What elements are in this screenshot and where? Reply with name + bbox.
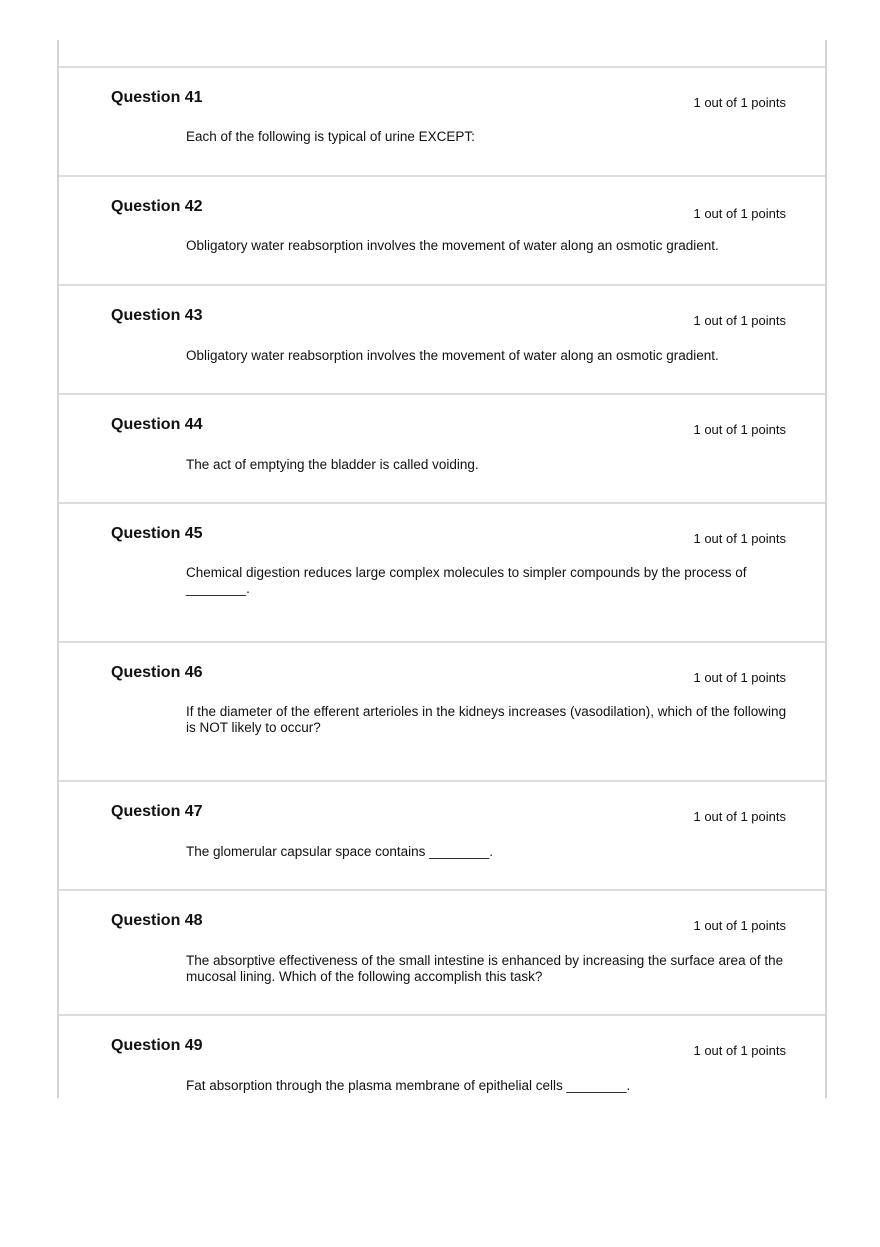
quiz-results-frame bbox=[57, 40, 827, 1098]
question-points: 1 out of 1 points bbox=[693, 206, 786, 221]
question-text: The act of emptying the bladder is called voiding. bbox=[186, 457, 479, 472]
question-block-46 bbox=[59, 641, 825, 781]
question-title: Question 47 bbox=[111, 803, 203, 820]
question-title: Question 41 bbox=[111, 89, 203, 106]
question-text: The glomerular capsular space contains ________. bbox=[186, 844, 493, 859]
question-block-43 bbox=[59, 284, 825, 394]
question-title: Question 45 bbox=[111, 525, 203, 542]
question-points: 1 out of 1 points bbox=[693, 809, 786, 824]
question-title: Question 49 bbox=[111, 1037, 203, 1054]
question-block-45 bbox=[59, 502, 825, 642]
question-text: Chemical digestion reduces large complex molecules to simpler compounds by the process of ________. bbox=[186, 565, 747, 596]
question-block-42 bbox=[59, 175, 825, 285]
question-block-41 bbox=[59, 66, 825, 176]
question-block-44 bbox=[59, 393, 825, 503]
question-block-49 bbox=[59, 1014, 825, 1098]
question-title: Question 44 bbox=[111, 416, 203, 433]
question-block-48 bbox=[59, 889, 825, 1015]
question-title: Question 48 bbox=[111, 912, 203, 929]
question-text: The absorptive effectiveness of the small intestine is enhanced by increasing the surface area of the mucosal lining. Which of the following accomplish this task? bbox=[186, 953, 784, 984]
question-points: 1 out of 1 points bbox=[693, 670, 786, 685]
question-text: Each of the following is typical of urine EXCEPT: bbox=[186, 129, 475, 144]
question-points: 1 out of 1 points bbox=[693, 531, 786, 546]
question-text: Obligatory water reabsorption involves the movement of water along an osmotic gradient. bbox=[186, 348, 719, 363]
question-text: Fat absorption through the plasma membrane of epithelial cells ________. bbox=[186, 1078, 631, 1093]
question-text: If the diameter of the efferent arterioles in the kidneys increases (vasodilation), which of the following is NOT likely to occur? bbox=[186, 704, 787, 735]
question-title: Question 43 bbox=[111, 307, 203, 324]
question-points: 1 out of 1 points bbox=[693, 95, 786, 110]
question-title: Question 46 bbox=[111, 664, 203, 681]
question-block-47 bbox=[59, 780, 825, 890]
question-points: 1 out of 1 points bbox=[693, 422, 786, 437]
question-points: 1 out of 1 points bbox=[693, 918, 786, 933]
question-points: 1 out of 1 points bbox=[693, 313, 786, 328]
question-points: 1 out of 1 points bbox=[693, 1043, 786, 1058]
question-title: Question 42 bbox=[111, 198, 203, 215]
question-text: Obligatory water reabsorption involves the movement of water along an osmotic gradient. bbox=[186, 238, 719, 253]
